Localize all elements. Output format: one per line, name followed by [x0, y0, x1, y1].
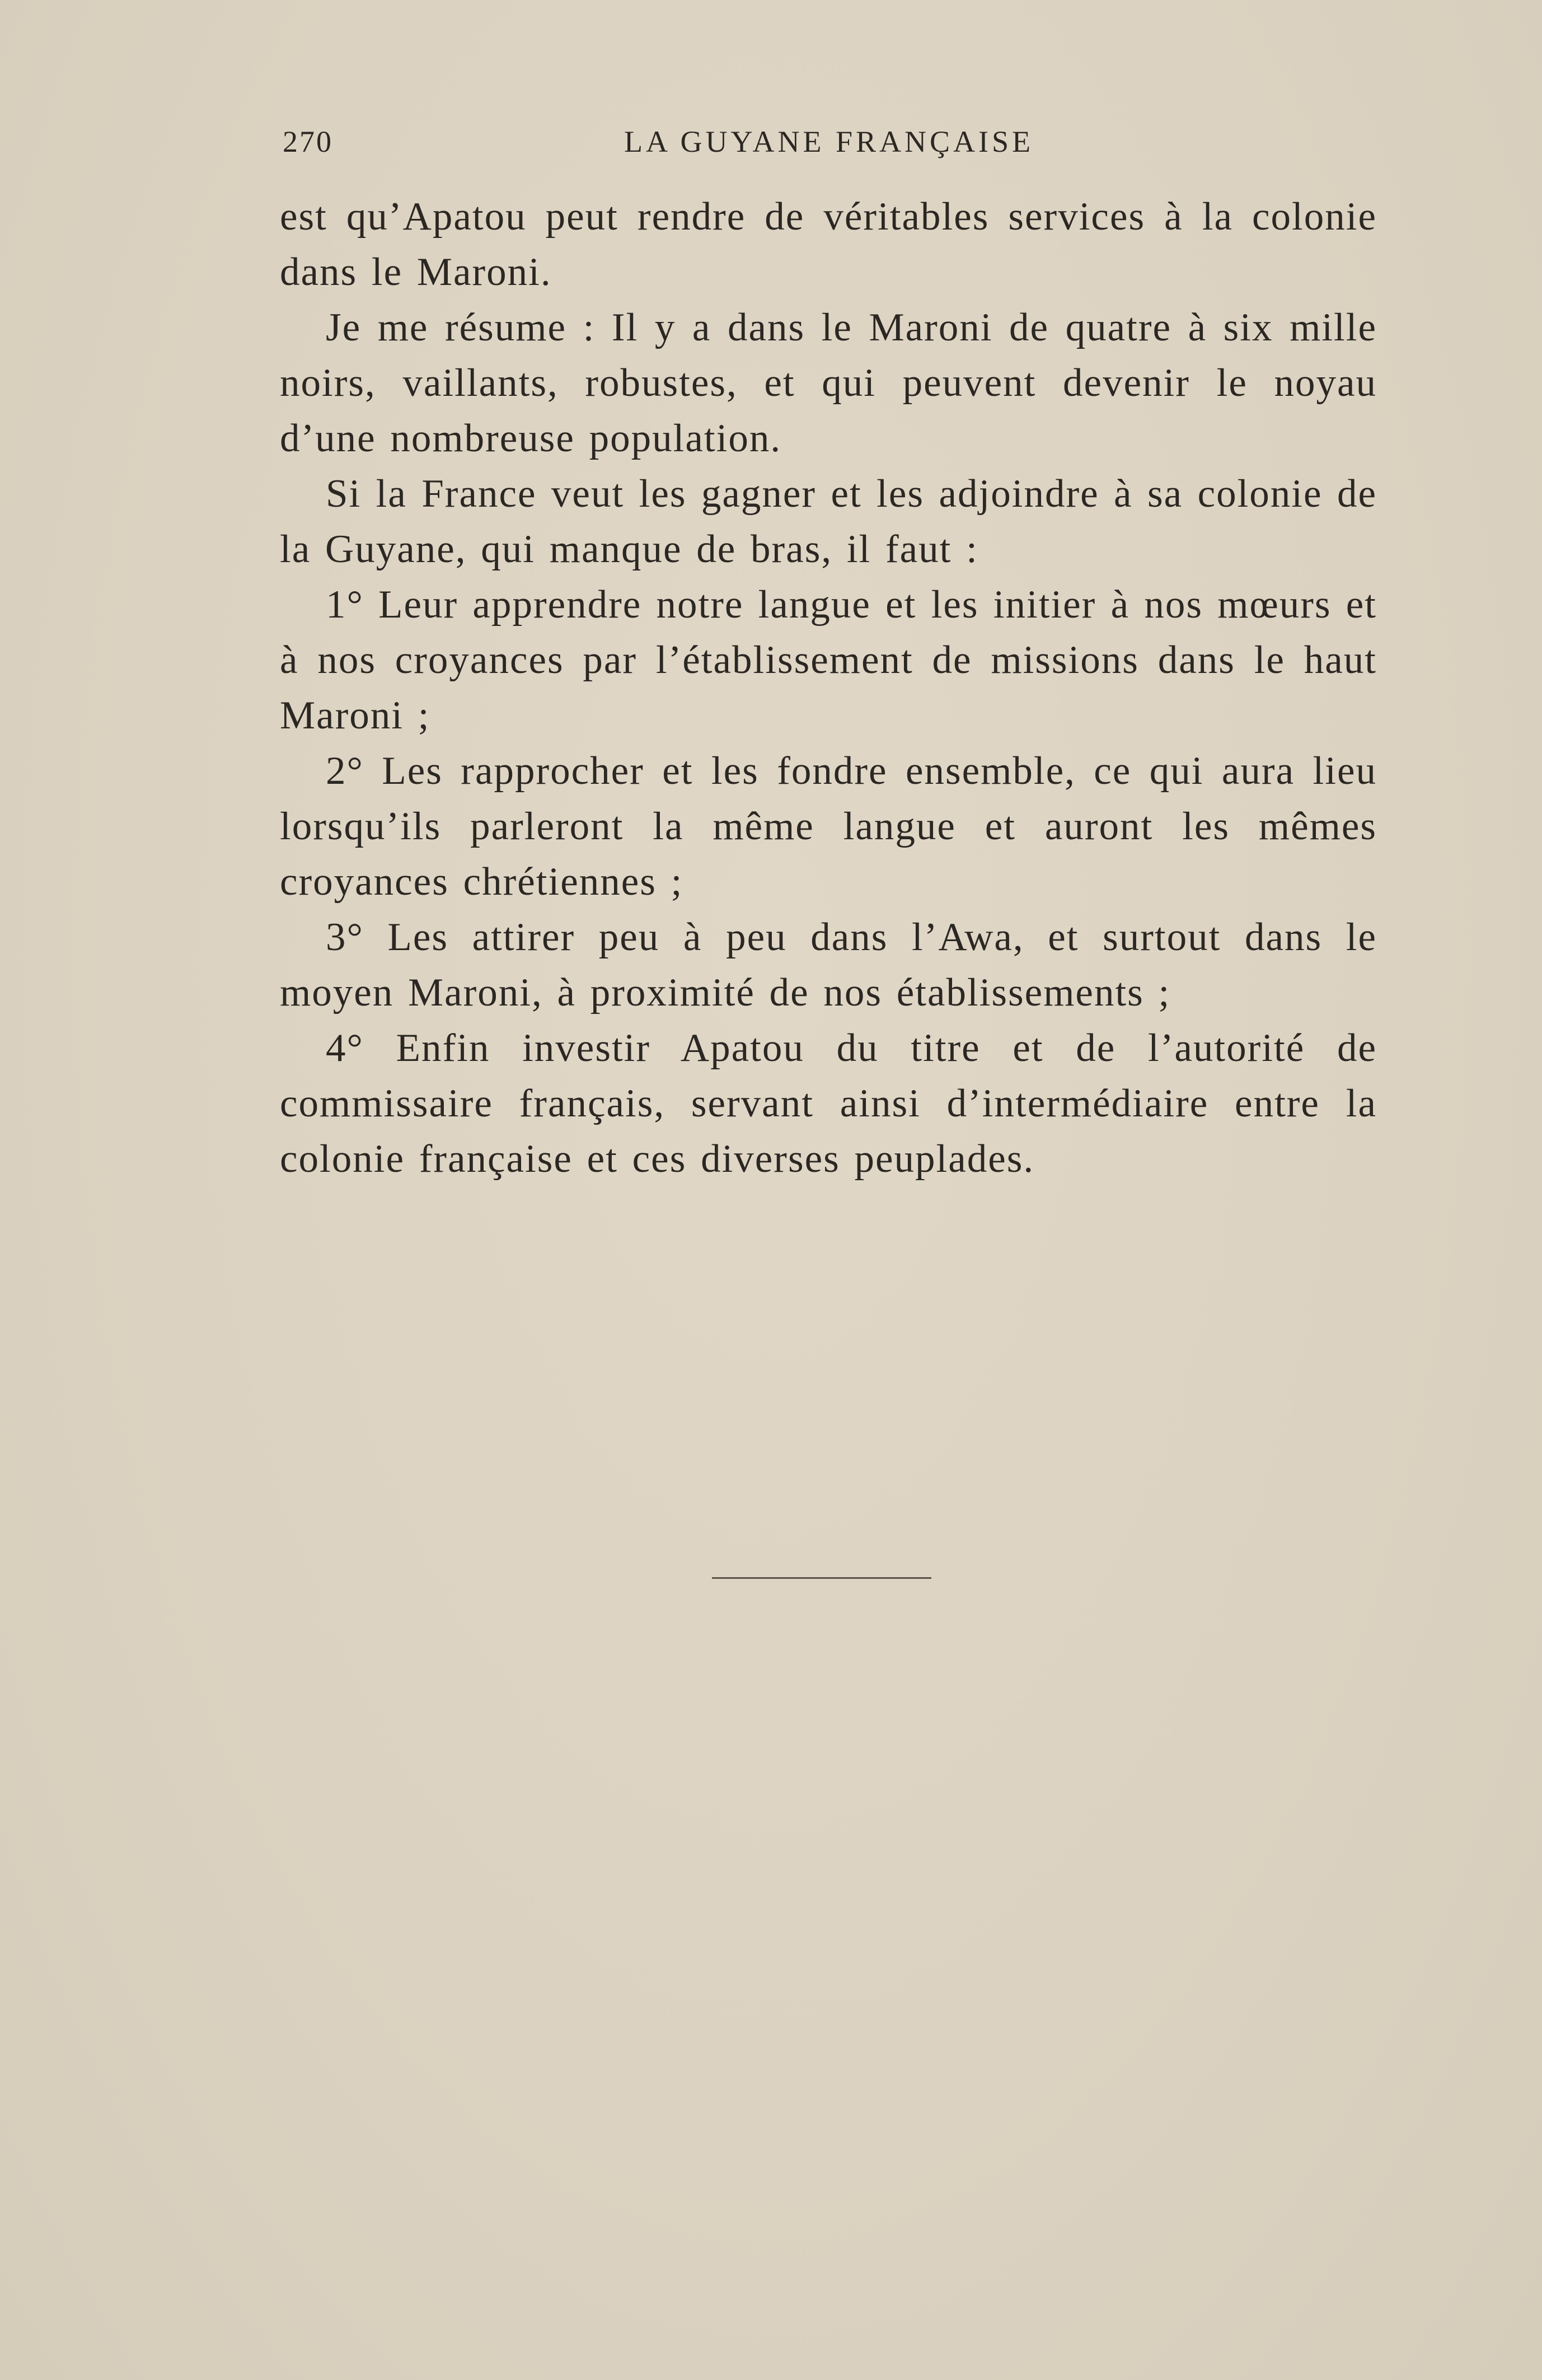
list-item-1: 1° Leur apprendre notre langue et les initier à nos mœurs et à nos croyances par l’établissement de missions dans le haut Maroni ;	[280, 583, 1377, 737]
list-item-3: 3° Les attirer peu à peu dans l’Awa, et surtout dans le moyen Maroni, à proximité de nos établissements ;	[280, 915, 1377, 1014]
paragraph-conditions: Si la France veut les gagner et les adjoindre à sa colonie de la Guyane, qui manque de bras, il faut :	[280, 472, 1377, 571]
paragraph-continuation: est qu’Apatou peut rendre de véritables services à la colonie dans le Maroni.	[280, 195, 1377, 294]
paragraph-summary: Je me résume : Il y a dans le Maroni de quatre à six mille noirs, vaillants, robustes, et qui peuvent devenir le noyau d’une nombreuse population.	[280, 306, 1377, 460]
list-item-2: 2° Les rapprocher et les fondre ensemble, ce qui aura lieu lorsqu’ils parleront la même langue et auront les mêmes croyances chrétiennes ;	[280, 749, 1377, 904]
body-text	[280, 189, 1377, 1187]
running-title: LA GUYANE FRANÇAISE	[624, 125, 1034, 158]
list-item-4: 4° Enfin investir Apatou du titre et de l’autorité de commissaire français, servant ainsi d’intermédiaire entre la colonie française et ces diverses peuplades.	[280, 1026, 1377, 1181]
page-number: 270	[283, 125, 333, 158]
end-rule-divider	[712, 1577, 931, 1579]
page-header	[283, 124, 1049, 163]
